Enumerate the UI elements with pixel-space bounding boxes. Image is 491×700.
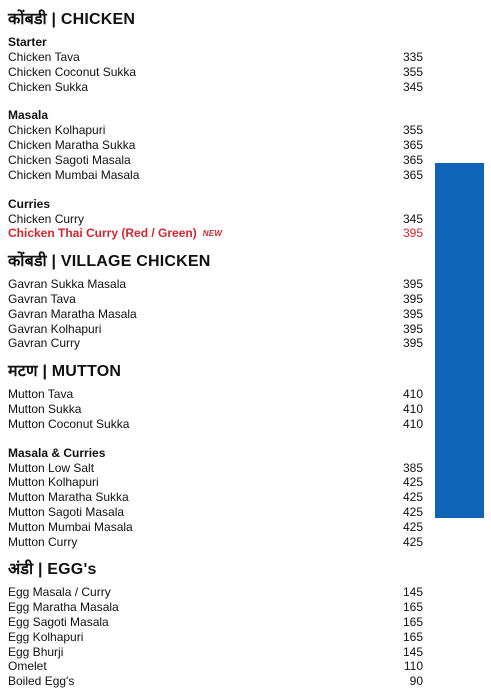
menu-item-mutton-kolhapuri [8, 475, 423, 490]
item-name-wrap [8, 123, 105, 138]
item-name-wrap [8, 615, 109, 630]
item-name: Egg Sagoti Masala [8, 614, 109, 629]
item-price: 335 [402, 50, 423, 64]
item-name: Mutton Kolhapuri [8, 475, 99, 490]
item-price: 355 [402, 123, 423, 138]
item-name-wrap [8, 322, 101, 337]
item-name: Chicken Kolhapuri [8, 123, 106, 138]
menu-item-chicken-tava [8, 50, 423, 65]
item-name: Chicken Coconut Sukka [8, 64, 137, 79]
item-name-wrap [8, 461, 94, 476]
item-name-wrap [8, 277, 126, 292]
item-name: Chicken Tava [8, 50, 80, 64]
item-price: 165 [402, 614, 423, 629]
menu-item-boiled-egg-s [8, 674, 423, 689]
menu-item-chicken-coconut-sukka [8, 65, 423, 80]
menu-item-omelet [8, 659, 423, 674]
item-price: 410 [402, 387, 423, 402]
item-price: 395 [402, 226, 423, 241]
menu-item-gavran-sukka-masala [8, 277, 423, 292]
item-name: Mutton Maratha Sukka [8, 490, 129, 505]
item-name-wrap [8, 417, 129, 432]
item-name: Chicken Sukka [8, 79, 89, 94]
item-name-wrap [8, 226, 222, 242]
item-price: 145 [402, 585, 423, 600]
menu-item-egg-bhurji [8, 645, 423, 660]
item-name: Mutton Sukka [8, 401, 82, 416]
item-price: 410 [402, 416, 423, 431]
item-name-wrap [8, 585, 111, 600]
item-price: 90 [409, 674, 423, 689]
item-name: Chicken Maratha Sukka [8, 138, 136, 153]
item-name: Chicken Sagoti Masala [8, 152, 131, 167]
menu-item-egg-sagoti-masala [8, 615, 423, 630]
item-name: Egg Bhurji [8, 644, 64, 659]
menu-item-egg-masala-curry [8, 585, 423, 600]
item-name: Omelet [8, 659, 47, 674]
item-name-wrap [8, 292, 76, 307]
item-price: 365 [402, 138, 423, 153]
item-price: 145 [402, 644, 423, 659]
group-title: Starter [8, 35, 47, 49]
item-name-wrap [8, 65, 136, 80]
item-name-wrap [8, 168, 139, 183]
menu-group [8, 108, 423, 182]
menu-item-mutton-sagoti-masala [8, 505, 423, 520]
item-name-wrap [8, 50, 80, 65]
item-name-wrap [8, 520, 133, 535]
menu-item-chicken-sukka [8, 80, 423, 95]
item-name-wrap [8, 645, 63, 660]
item-price: 425 [402, 519, 423, 534]
item-price: 425 [402, 490, 423, 505]
menu-group [8, 387, 423, 431]
item-name-wrap [8, 505, 124, 520]
item-price: 165 [402, 600, 423, 615]
group-title: Curries [8, 196, 51, 211]
menu-item-mutton-sukka [8, 402, 423, 417]
item-name-wrap [8, 490, 129, 505]
item-name: Egg Masala / Curry [8, 585, 111, 600]
item-price: 345 [402, 79, 423, 94]
item-name-wrap [8, 387, 73, 402]
item-price: 345 [402, 211, 423, 226]
item-name: Chicken Mumbai Masala [8, 167, 140, 182]
item-name-wrap [8, 535, 77, 550]
group-title: Masala [8, 108, 49, 123]
menu-item-egg-kolhapuri [8, 630, 423, 645]
section-title: मटण | MUTTON [8, 363, 122, 381]
item-name-wrap [8, 153, 131, 168]
new-badge: NEW [202, 229, 223, 239]
item-name: Gavran Maratha Masala [8, 306, 137, 321]
section-title: कोंबडी | VILLAGE CHICKEN [8, 253, 211, 271]
menu-group [8, 277, 423, 351]
item-name-wrap [8, 402, 81, 417]
menu-item-mutton-low-salt [8, 461, 423, 476]
item-name-wrap [8, 674, 74, 689]
menu-item-mutton-maratha-sukka [8, 490, 423, 505]
item-price: 425 [402, 534, 423, 549]
item-name: Boiled Egg's [8, 674, 75, 689]
item-name: Mutton Mumbai Masala [8, 519, 133, 534]
item-price: 425 [402, 475, 423, 490]
menu-item-gavran-curry [8, 336, 423, 351]
menu-group [8, 585, 423, 689]
item-name-wrap [8, 307, 137, 322]
item-price: 165 [402, 629, 423, 644]
menu-item-mutton-mumbai-masala [8, 520, 423, 535]
menu-item-gavran-kolhapuri [8, 322, 423, 337]
menu-group [8, 35, 423, 94]
menu-section-chicken [8, 10, 423, 241]
item-name-wrap [8, 138, 135, 153]
menu-item-mutton-coconut-sukka [8, 417, 423, 432]
item-name: Chicken Curry [8, 211, 85, 226]
item-price: 425 [402, 504, 423, 519]
item-price: 410 [402, 401, 423, 416]
section-title: अंडी | EGG's [8, 561, 97, 579]
menu-item-gavran-tava [8, 292, 423, 307]
item-name-wrap [8, 630, 83, 645]
item-name: Gavran Tava [8, 291, 76, 306]
menu-item-chicken-kolhapuri [8, 123, 423, 138]
menu-item-chicken-maratha-sukka [8, 138, 423, 153]
item-price: 395 [402, 291, 423, 306]
item-price: 365 [402, 167, 423, 182]
menu-group [8, 446, 423, 550]
group-title: Masala & Curries [8, 445, 106, 460]
decorative-blue-bar [435, 163, 484, 518]
menu-page [8, 10, 423, 689]
menu-item-chicken-thai-curry-red-green [8, 226, 423, 241]
item-price: 395 [402, 336, 423, 351]
menu-item-gavran-maratha-masala [8, 307, 423, 322]
item-name: Gavran Sukka Masala [8, 277, 127, 292]
item-name-wrap [8, 212, 84, 227]
section-title: कोंबडी | CHICKEN [8, 11, 136, 28]
item-name-wrap [8, 80, 88, 95]
item-name: Egg Kolhapuri [8, 629, 84, 644]
item-name-wrap [8, 600, 119, 615]
item-name: Mutton Coconut Sukka [8, 416, 130, 431]
menu-group [8, 197, 423, 242]
item-price: 365 [402, 152, 423, 167]
item-price: 395 [402, 321, 423, 336]
item-name: Gavran Kolhapuri [8, 321, 102, 336]
item-price: 385 [402, 460, 423, 475]
item-name: Mutton Low Salt [8, 460, 95, 475]
menu-item-chicken-mumbai-masala [8, 168, 423, 183]
item-price: 110 [403, 659, 423, 674]
menu-item-mutton-curry [8, 535, 423, 550]
menu-item-egg-maratha-masala [8, 600, 423, 615]
menu-section-mutton [8, 362, 423, 549]
menu-item-chicken-sagoti-masala [8, 153, 423, 168]
menu-item-mutton-tava [8, 387, 423, 402]
item-name: Mutton Tava [8, 387, 74, 402]
item-price: 395 [402, 277, 423, 292]
item-name: Chicken Thai Curry (Red / Green) [8, 226, 197, 241]
menu-section-egg-s [8, 560, 423, 689]
menu-item-chicken-curry [8, 212, 423, 227]
item-name-wrap [8, 475, 99, 490]
item-name: Mutton Curry [8, 534, 78, 549]
menu-section-village-chicken [8, 252, 423, 351]
item-name-wrap [8, 659, 47, 674]
item-name-wrap [8, 336, 80, 351]
item-price: 395 [402, 306, 423, 321]
item-price: 355 [402, 64, 423, 79]
item-name: Mutton Sagoti Masala [8, 504, 125, 519]
item-name: Egg Maratha Masala [8, 600, 119, 615]
item-name: Gavran Curry [8, 336, 81, 351]
